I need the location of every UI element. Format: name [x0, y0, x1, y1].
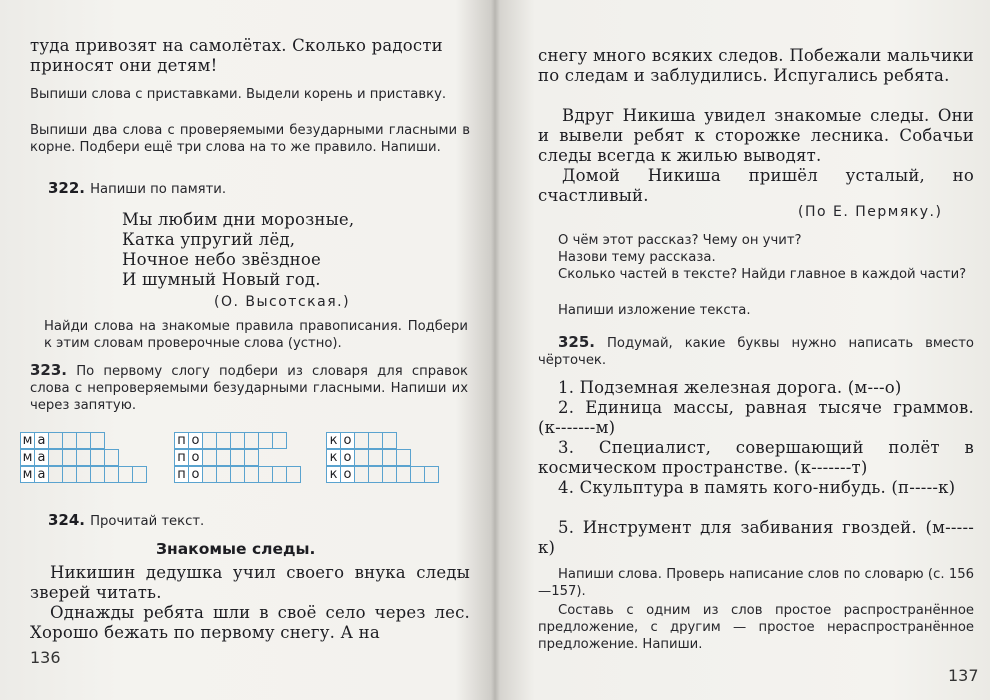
blank-cell [230, 432, 245, 449]
blank-cell [354, 432, 369, 449]
letter-grid-row [326, 449, 438, 466]
blank-cell [202, 449, 217, 466]
blank-cell [90, 432, 105, 449]
blank-cell [104, 466, 119, 483]
poem-line: Ночное небо звёздное [122, 250, 321, 269]
blank-cell [76, 466, 91, 483]
text-continuation [30, 36, 470, 76]
exercise-instruction: Напиши по памяти. [90, 182, 227, 197]
text-line: приносят они детям! [30, 56, 218, 75]
blank-cell [48, 466, 63, 483]
letter-grid-row [326, 466, 438, 483]
letter-cell: о [340, 432, 355, 449]
letter-grid [174, 432, 300, 483]
letter-cell: о [340, 449, 355, 466]
exercise-325 [538, 334, 974, 369]
exercise-number: 323. [30, 361, 68, 379]
exercise-instruction: Прочитай текст. [90, 514, 205, 529]
blank-cell [76, 449, 91, 466]
blank-cell [258, 466, 273, 483]
riddle-item: 4. Скульптура в память кого-нибудь. (п-----к) [558, 478, 956, 497]
blank-cell [272, 466, 287, 483]
blank-cell [272, 432, 287, 449]
blank-cell [244, 432, 259, 449]
letter-cell: о [188, 449, 203, 466]
blank-cell [244, 449, 259, 466]
blank-cell [382, 466, 397, 483]
blank-cell [132, 466, 147, 483]
question: Напиши изложение текста. [558, 303, 751, 318]
right-page [500, 0, 990, 700]
poem-line: И шумный Новый год. [122, 270, 321, 289]
blank-cell [202, 466, 217, 483]
exercise-instruction: Подумай, какие буквы нужно написать вместо чёрточек. [538, 336, 974, 368]
story-paragraph: Вдруг Никиша увидел знакомые следы. Они и вывели ребят к сторожке лесника. Собачьи следы всегда к жилью выводят. [538, 106, 974, 165]
blank-cell [230, 449, 245, 466]
poem-line: Катка упругий лёд, [122, 230, 296, 249]
letter-grid-row [20, 466, 146, 483]
blank-cell [258, 432, 273, 449]
blank-cell [354, 466, 369, 483]
blank-cell [48, 449, 63, 466]
blank-cell [382, 432, 397, 449]
letter-cell: м [20, 466, 35, 483]
question: О чём этот рассказ? Чему он учит? [558, 233, 802, 248]
exercise-323 [30, 362, 468, 414]
blank-cell [48, 432, 63, 449]
blank-cell [90, 466, 105, 483]
exercise-324 [48, 510, 468, 530]
letter-cell: о [188, 466, 203, 483]
letter-cell: а [34, 466, 49, 483]
riddle-item: 1. Подземная железная дорога. (м---о) [558, 378, 902, 397]
riddle-item: 5. Инструмент для забивания гвоздей. (м-----к) [538, 518, 974, 557]
exercise-number: 325. [558, 333, 596, 351]
poem [122, 210, 442, 290]
letter-cell: п [174, 466, 189, 483]
blank-cell [216, 449, 231, 466]
blank-cell [354, 449, 369, 466]
letter-grid-row [20, 432, 146, 449]
letter-grid-row [174, 449, 300, 466]
letter-grid-row [174, 466, 300, 483]
blank-cell [396, 449, 411, 466]
story-paragraph: Никишин дедушка учил своего внука следы зверей читать. [30, 563, 470, 602]
blank-cell [216, 432, 231, 449]
blank-cell [368, 466, 383, 483]
blank-cell [244, 466, 259, 483]
blank-cell [216, 466, 231, 483]
task-spelling-rules: Найди слова на знакомые правила правописания. Подбери к этим словам проверочные слова (устно). [44, 319, 468, 351]
question: Назови тему рассказа. [558, 250, 716, 265]
blank-cell [118, 466, 133, 483]
letter-cell: о [188, 432, 203, 449]
exercise-number: 324. [48, 511, 86, 529]
blank-cell [410, 466, 425, 483]
story-title: Знакомые следы. [156, 540, 316, 558]
blank-cell [104, 449, 119, 466]
page-number: 137 [948, 666, 979, 685]
blank-cell [62, 466, 77, 483]
blank-cell [368, 449, 383, 466]
letter-cell: к [326, 466, 341, 483]
blank-cell [396, 466, 411, 483]
letter-cell: п [174, 432, 189, 449]
question: Сколько частей в тексте? Найди главное в каждой части? [558, 267, 967, 282]
blank-cell [286, 466, 301, 483]
letter-grid-row [326, 432, 438, 449]
blank-cell [424, 466, 439, 483]
letter-cell: м [20, 432, 35, 449]
story-continuation: снегу много всяких следов. Побежали мальчики по следам и заблудились. Испугались ребята. [538, 46, 974, 85]
poem-author: (О. Высотская.) [214, 294, 351, 310]
blank-cell [62, 432, 77, 449]
letter-cell: о [340, 466, 355, 483]
letter-cell: м [20, 449, 35, 466]
exercise-number: 322. [48, 179, 86, 197]
text-line: туда привозят на самолётах. Сколько радости [30, 36, 443, 55]
blank-cell [202, 432, 217, 449]
letter-cell: а [34, 449, 49, 466]
blank-cell [62, 449, 77, 466]
poem-line: Мы любим дни морозные, [122, 210, 355, 229]
letter-grid [20, 432, 146, 483]
task-compose-sentences: Составь с одним из слов простое распространённое предложение, с другим — простое нераспространённое предложение. Напиши. [538, 603, 974, 652]
story-paragraph: Домой Никиша пришёл усталый, но счастливый. [538, 166, 974, 205]
letter-cell: а [34, 432, 49, 449]
story-paragraph: Однажды ребята шли в своё село через лес. Хорошо бежать по первому снегу. А на [30, 603, 470, 642]
exercise-322 [48, 178, 468, 198]
blank-cell [368, 432, 383, 449]
blank-cell [382, 449, 397, 466]
task-unstressed-vowels: Выпиши два слова с проверяемыми безударными гласными в корне. Подбери ещё три слова на то же правило. Напиши. [30, 123, 470, 155]
letter-grid-row [174, 432, 300, 449]
task-find-prefixes: Выпиши слова с приставками. Выдели корень и приставку. [30, 87, 447, 102]
page-number: 136 [30, 648, 61, 667]
riddle-item: 2. Единица массы, равная тысяче граммов. (к-------м) [538, 398, 974, 437]
blank-cell [230, 466, 245, 483]
story-author: (По Е. Пермяку.) [798, 204, 943, 220]
letter-cell: к [326, 432, 341, 449]
riddle-item: 3. Специалист, совершающий полёт в космическом пространстве. (к-------т) [538, 438, 974, 477]
letter-cell: п [174, 449, 189, 466]
letter-cell: к [326, 449, 341, 466]
blank-cell [90, 449, 105, 466]
letter-grid-row [20, 449, 146, 466]
letter-grid [326, 432, 438, 483]
exercise-instruction: По первому слогу подбери из словаря для справок слова с непроверяемыми безударными гласными. Напиши их через запятую. [30, 364, 468, 413]
task-check-dictionary: Напиши слова. Проверь написание слов по словарю (с. 156—157). [538, 567, 974, 599]
blank-cell [76, 432, 91, 449]
